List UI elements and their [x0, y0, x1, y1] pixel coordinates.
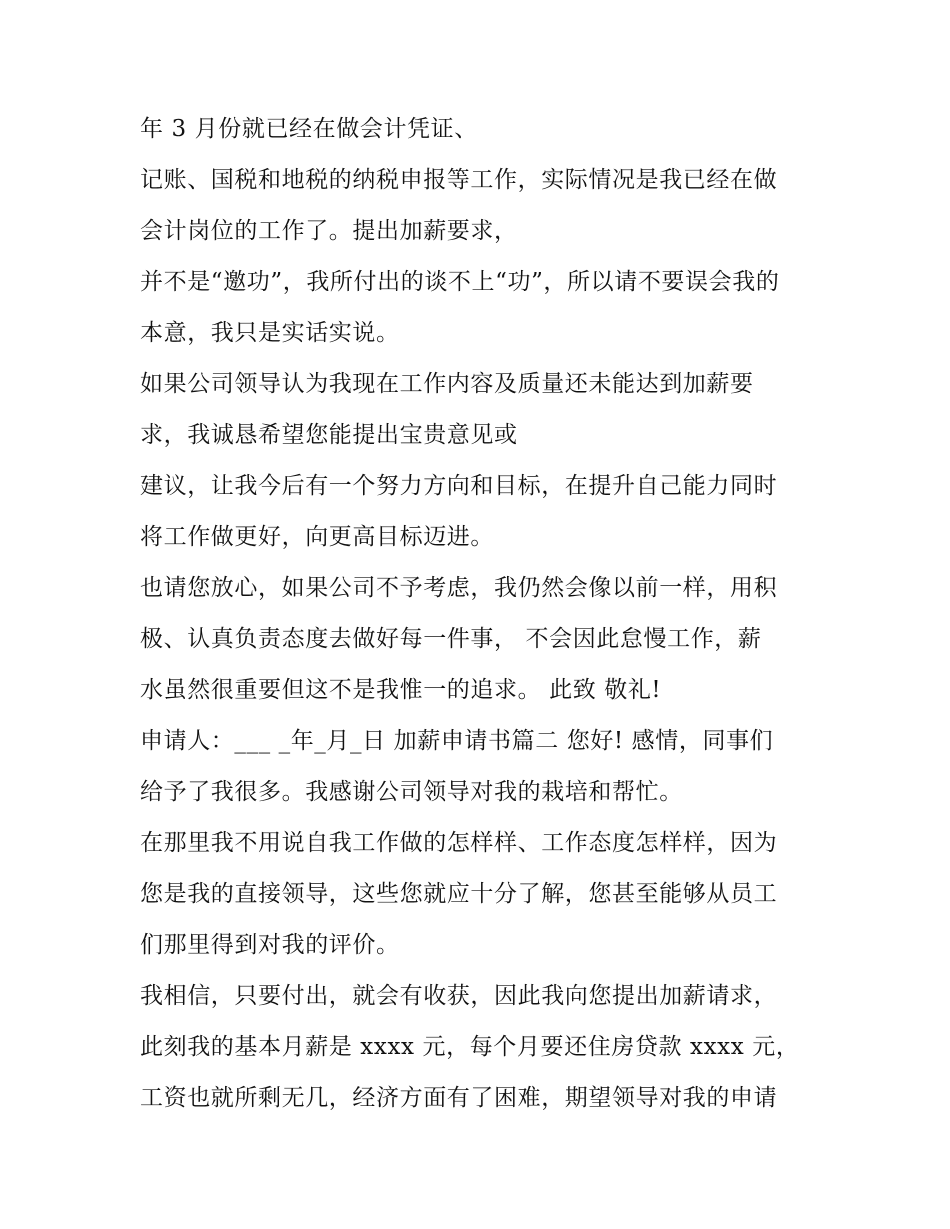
text-line: 如果公司领导认为我现在工作内容及质量还未能达到加薪要 [140, 371, 754, 397]
text-line: 工资也就所剩无几，经济方面有了困难，期望领导对我的申请 [140, 1085, 778, 1111]
text-line: 记账、国税和地税的纳税申报等工作，实际情况是我已经在做 [140, 167, 778, 193]
text-line: 将工作做更好，向更高目标迈进。 [140, 524, 494, 550]
document-body [140, 109, 830, 1129]
text-line: 会计岗位的工作了。提出加薪要求， [140, 218, 518, 244]
text-line: 申请人：___ _年_月_日 加薪申请书篇二 您好! 感情，同事们 [140, 728, 774, 754]
text-line: 并不是“邀功”，我所付出的谈不上“功”，所以请不要误会我的 [140, 269, 780, 295]
text-line: 本意，我只是实话实说。 [140, 320, 400, 346]
text-line: 们那里得到对我的评价。 [140, 932, 400, 958]
text-line: 在那里我不用说自我工作做的怎样样、工作态度怎样样，因为 [140, 830, 778, 856]
text-line: 我相信，只要付出，就会有收获，因此我向您提出加薪请求， [140, 983, 778, 1009]
text-line: 建议，让我今后有一个努力方向和目标，在提升自己能力同时 [140, 473, 778, 499]
text-line: 水虽然很重要但这不是我惟一的追求。 此致 敬礼! [140, 677, 662, 703]
text-line: 极、认真负责态度去做好每一件事， 不会因此怠慢工作，薪 [140, 626, 762, 652]
text-line: 也请您放心，如果公司不予考虑，我仍然会像以前一样，用积 [140, 575, 778, 601]
text-line: 年 3 月份就已经在做会计凭证、 [140, 116, 478, 142]
text-line: 您是我的直接领导，这些您就应十分了解，您甚至能够从员工 [140, 881, 778, 907]
text-line: 求，我诚恳希望您能提出宝贵意见或 [140, 422, 518, 448]
text-line: 给予了我很多。我感谢公司领导对我的栽培和帮忙。 [140, 779, 683, 805]
text-line: 此刻我的基本月薪是 xxxx 元，每个月要还住房贷款 xxxx 元， [140, 1034, 800, 1060]
